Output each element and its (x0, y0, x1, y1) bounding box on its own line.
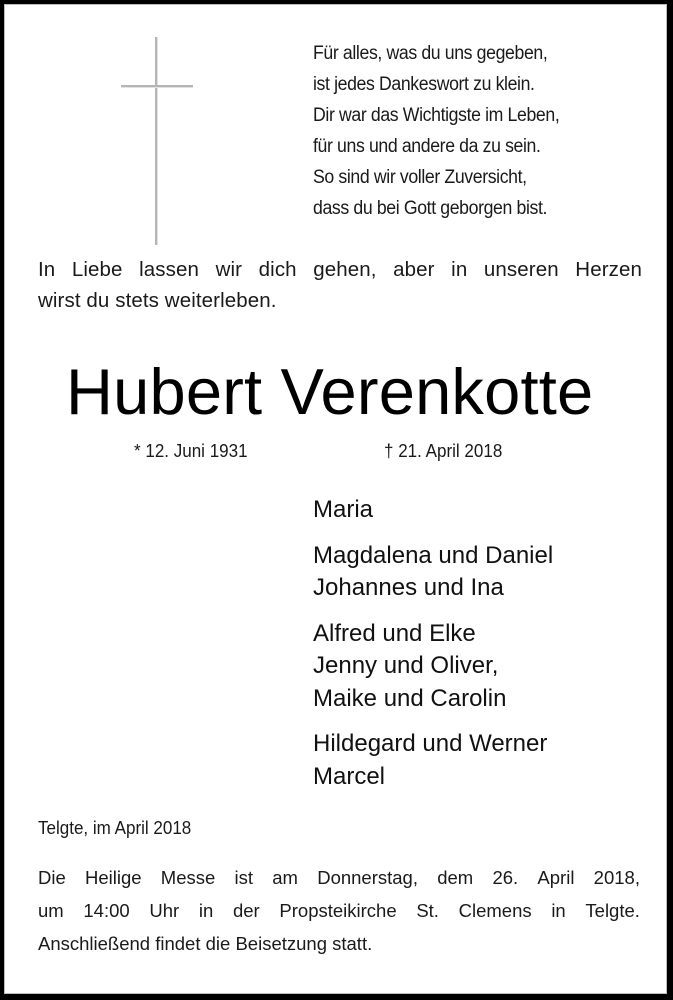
family-group (313, 494, 553, 527)
service-line-1 (38, 861, 640, 894)
cross-vertical-bar (155, 37, 157, 245)
poem-line: ist jedes Dankeswort zu klein. (313, 74, 535, 95)
cross-horizontal-bar (121, 85, 193, 87)
word: Propsteikirche (279, 900, 397, 921)
death-date: † 21. April 2018 (384, 440, 503, 461)
poem-line: Für alles, was du uns gegeben, (313, 43, 548, 64)
intro-line-2: wirst du stets weiterleben. (38, 289, 277, 312)
word: Die (38, 867, 66, 888)
word: Clemens (458, 900, 532, 921)
word: Uhr (149, 900, 180, 921)
family-member: Hildegard und Werner (313, 730, 548, 757)
word: Donnerstag, (317, 867, 418, 888)
word: Telgte. (585, 900, 640, 921)
family-member: Maria (313, 496, 374, 523)
word: dem (437, 867, 474, 888)
family-list (313, 494, 553, 806)
word: der (232, 900, 260, 921)
word: St. (416, 900, 439, 921)
word: am (272, 867, 298, 888)
word: 26. (492, 867, 519, 888)
word: Messe (160, 867, 216, 888)
word: 2018, (593, 867, 640, 888)
family-group (313, 728, 553, 793)
poem-line: dass du bei Gott geborgen bist. (313, 198, 548, 219)
service-line-3: Anschließend findet die Beisetzung statt. (38, 933, 373, 954)
poem-line: für uns und andere da zu sein. (313, 136, 541, 157)
family-group (313, 618, 553, 716)
poem-line: Dir war das Wichtigste im Leben, (313, 105, 560, 126)
poem (313, 38, 559, 224)
word: ist (234, 867, 254, 888)
obituary-notice (4, 4, 667, 994)
service-line-2 (38, 894, 640, 927)
word: Heilige (85, 867, 142, 888)
birth-date: * 12. Juni 1931 (134, 440, 248, 461)
deceased-name: Hubert Verenkotte (66, 355, 594, 428)
service-details (38, 861, 640, 960)
word: in (551, 900, 566, 921)
family-member: Maike und Carolin (313, 684, 507, 712)
family-member: Magdalena und Daniel (313, 541, 554, 569)
word: April (537, 867, 575, 888)
poem-line: So sind wir voller Zuversicht, (313, 167, 527, 188)
family-member: Marcel (313, 762, 386, 790)
place-and-date: Telgte, im April 2018 (38, 817, 192, 838)
family-member: Jenny und Oliver, (313, 652, 499, 679)
family-member: Johannes und Ina (313, 574, 504, 601)
family-member: Alfred und Elke (313, 619, 476, 647)
intro-text (38, 254, 642, 316)
word: 14:00 (83, 900, 130, 921)
family-group (313, 540, 553, 605)
word: um (38, 900, 64, 921)
word: in (198, 900, 214, 921)
intro-line-1: In Liebe lassen wir dich gehen, aber in unseren Herzen (38, 258, 642, 281)
